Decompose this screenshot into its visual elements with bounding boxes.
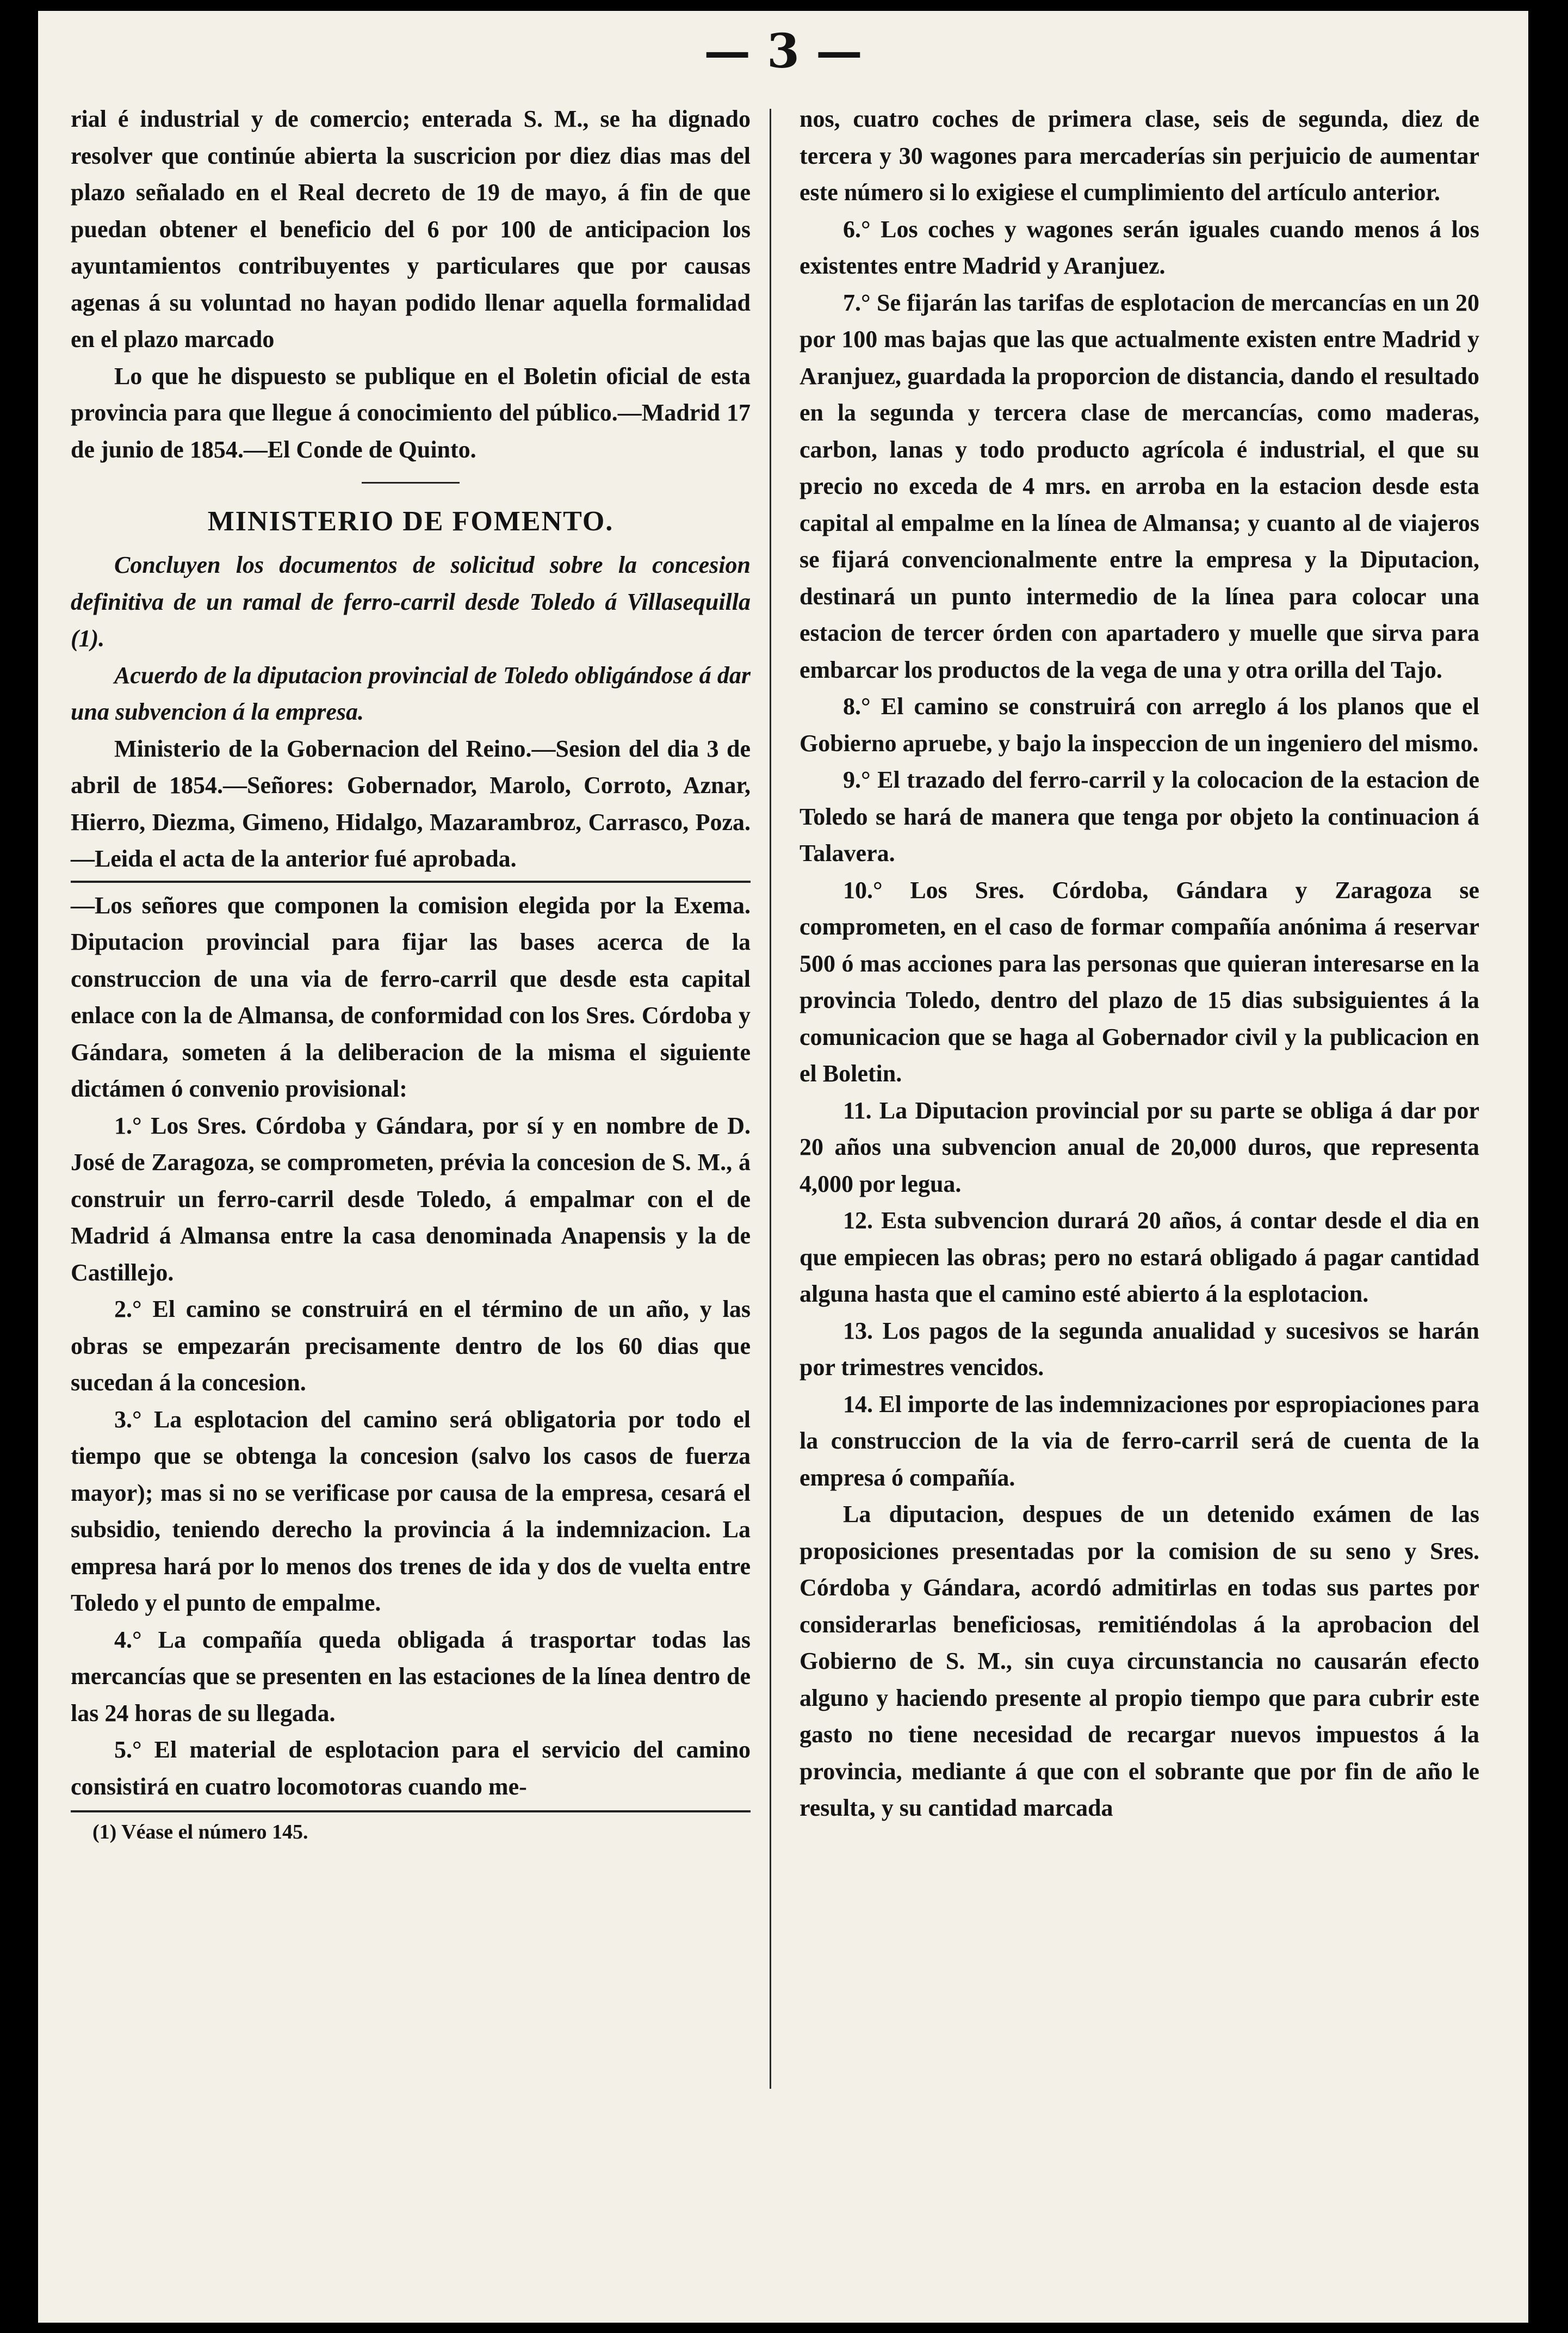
paragraph-session: Ministerio de la Gobernacion del Reino.—Sesion del dia 3 de abril de 1854.—Señores: Gobernador, Marolo, Corroto, Aznar, Hierro, Diezma, Gimeno, Hidalgo, Mazarambroz, Carrasco, Poza.—Leida el acta de la anterior fué aprobada. (71, 735, 751, 872)
section-divider (362, 482, 460, 484)
clause-5: 5.° El material de esplotacion para el servicio del camino consistirá en cuatro locomotoras cuando me- (71, 1736, 751, 1800)
footnote: (1) Véase el número 145. (92, 1821, 308, 1843)
clause-4: 4.° La compañía queda obligada á trasportar todas las mercancías que se presenten en las estaciones de la línea dentro de las 24 horas de su llegada. (71, 1626, 751, 1726)
clause-11: 11. La Diputacion provincial por su parte se obliga á dar por 20 años una subvencion anual de 20,000 duros, que representa 4,000 por legua. (800, 1097, 1479, 1197)
clause-3: 3.° La esplotacion del camino será obligatoria por todo el tiempo que se obtenga la concesion (salvo los casos de fuerza mayor); mas si no se verificase por causa de la empresa, cesará el subsidio, teniendo derecho la provincia á la indemnizacion. La empresa hará por lo menos dos trenes de ida y dos de vuelta entre Toledo y el punto de empalme. (71, 1406, 751, 1616)
clause-7: 7.° Se fijarán las tarifas de esplotacion de mercancías en un 20 por 100 mas bajas que las que actualmente existen entre Madrid y Aranjuez, guardada la proporcion de distancia, dando el resultado en la segunda y tercera clase de mercancías, como maderas, carbon, lanas y todo producto agrícola é industrial, el que su precio no exceda de 4 mrs. en arroba en la estacion desde esta capital al empalme en la línea de Almansa; y cuanto al de viajeros se fijará convencionalmente entre la empresa y la Diputacion, destinará un punto intermedio de la línea para colocar una estacion de tercer órden con apartadero y muelle que sirva para embarcar los productos de la vega de una y otra orilla del Tajo. (800, 289, 1479, 683)
clause-5-continued: nos, cuatro coches de primera clase, seis de segunda, diez de tercera y 30 wagones para mercaderías sin perjuicio de aumentar este número si lo exigiese el cumplimiento del artículo anterior. (800, 106, 1479, 206)
section-subtitle-agreement: Acuerdo de la diputacion provincial de Toledo obligándose á dar una subvencion á la empresa. (71, 661, 751, 725)
paragraph-continued: rial é industrial y de comercio; enterada S. M., se ha dignado resolver que continúe abierta la suscricion por diez dias mas del plazo señalado en el Real decreto de 19 de mayo, á fin de que puedan obtener el beneficio del 6 por 100 de anticipacion los ayuntamientos contribuyentes y particulares que por causas agenas á su voluntad no hayan podido llenar aquella formalidad en el plazo marcado (71, 106, 751, 352)
paragraph-commission: —Los señores que componen la comision elegida por la Exema. Diputacion provincial para fijar las bases acerca de la construccion de una via de ferro-carril que desde esta capital enlace con la de Almansa, de conformidad con los Sres. Córdoba y Gándara, someten á la deliberacion de la misma el siguiente dictámen ó convenio provisional: (71, 892, 751, 1102)
clause-2: 2.° El camino se construirá en el término de un año, y las obras se empezarán precisamente dentro de los 60 dias que sucedan á la concesion. (71, 1296, 751, 1396)
clause-8: 8.° El camino se construirá con arreglo á los planos que el Gobierno apruebe, y bajo la inspeccion de un ingeniero del mismo. (800, 693, 1479, 757)
paragraph-resolution: La diputacion, despues de un detenido exámen de las proposiciones presentadas por la comision de su seno y Sres. Córdoba y Gándara, acordó admitirlas en todas sus partes por considerarlas beneficiosas, remitiéndolas á la aprobacion del Gobierno de S. M., sin cuya circunstancia no causarán efecto alguno y haciendo presente al propio tiempo que para cubrir este gasto no tiene necesidad de recargar nuevos impuestos á la provincia, mediante á que con el sobrante que por fin de año le resulta, y su cantidad marcada (800, 1501, 1479, 1821)
clause-9: 9.° El trazado del ferro-carril y la colocacion de la estacion de Toledo se hará de manera que tenga por objeto la continuacion á Talavera. (800, 766, 1479, 867)
clause-13: 13. Los pagos de la segunda anualidad y sucesivos se harán por trimestres vencidos. (800, 1317, 1479, 1381)
newspaper-page (38, 11, 1528, 2323)
section-heading: MINISTERIO DE FOMENTO. (207, 506, 614, 537)
clause-12: 12. Esta subvencion durará 20 años, á contar desde el dia en que empiecen las obras; pero no estará obligado á pagar cantidad alguna hasta que el camino esté abierto á la esplotacion. (800, 1207, 1479, 1307)
clause-10: 10.° Los Sres. Córdoba, Gándara y Zaragoza se comprometen, en el caso de formar compañía anónima á reservar 500 ó mas acciones para las personas que quieran interesarse en la provincia Toledo, dentro del plazo de 15 dias subsiguientes á la comunicacion que se haga al Gobernador civil y la publicacion en el Boletin. (800, 876, 1479, 1087)
right-column (800, 101, 1479, 1827)
page-number: — 3 — (704, 24, 863, 79)
section-subtitle: Concluyen los documentos de solicitud sobre la concesion definitiva de un ramal de ferro-carril desde Toledo á Villasequilla (1). (71, 552, 751, 652)
horizontal-rule (71, 881, 751, 883)
clause-1: 1.° Los Sres. Córdoba y Gándara, por sí y en nombre de D. José de Zaragoza, se comprometen, prévia la concesion de S. M., á construir un ferro-carril desde Toledo, á empalmar con el de Madrid á Almansa entre la casa denominada Anapensis y la de Castillejo. (71, 1112, 751, 1286)
clause-6: 6.° Los coches y wagones serán iguales cuando menos á los existentes entre Madrid y Aranjuez. (800, 215, 1479, 279)
footnote-rule (71, 1810, 751, 1812)
paragraph-publication-order: Lo que he dispuesto se publique en el Boletin oficial de esta provincia para que llegue á conocimiento del público.—Madrid 17 de junio de 1854.—El Conde de Quinto. (71, 362, 751, 463)
clause-14: 14. El importe de las indemnizaciones por espropiaciones para la construccion de la via de ferro-carril será de cuenta de la empresa ó compañía. (800, 1390, 1479, 1491)
left-column (71, 101, 751, 1846)
column-divider (770, 109, 771, 2089)
